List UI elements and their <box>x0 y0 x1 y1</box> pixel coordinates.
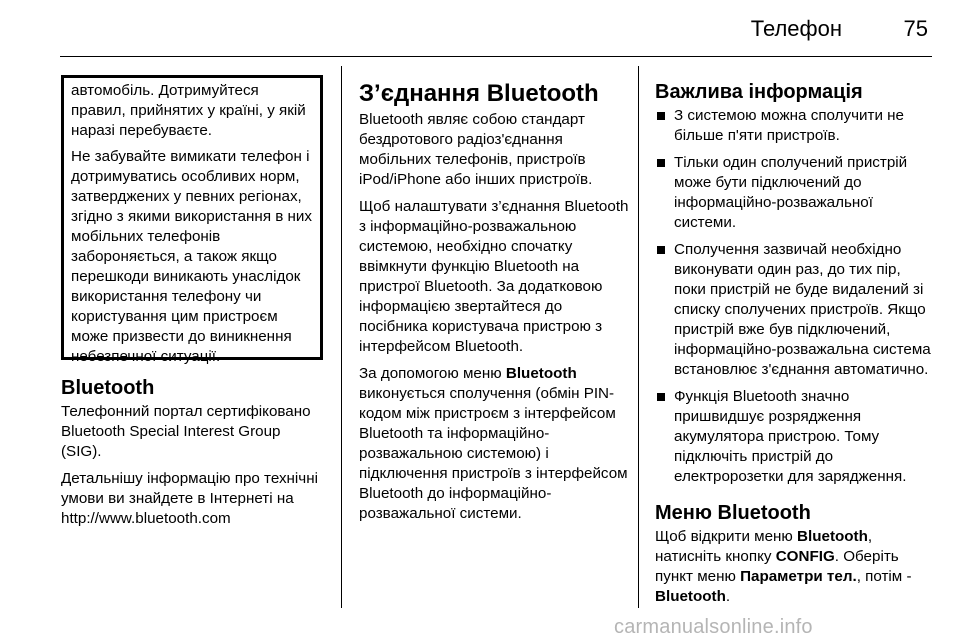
column-divider-2 <box>638 66 639 608</box>
bluetooth-paragraph-2: Детальнішу інформацію про технічні умови ви знайдете в Інтернеті на <box>61 470 318 507</box>
list-item: Функція Bluetooth значно пришвидшує розрядження акумулятора пристрою. Тому підключіть пристрій до електророзетки для зарядження. <box>655 387 931 487</box>
connection-paragraph-1: Bluetooth являє собою стандарт бездротового радіоз'єднання мобільних телефонів, пристроїв iPod/iPhone або інших пристроїв. <box>359 111 593 188</box>
bluetooth-menu-heading: Меню Bluetooth <box>655 502 811 524</box>
important-info-list <box>655 106 931 487</box>
bluetooth-url: http://www.bluetooth.com <box>61 510 231 527</box>
square-bullet-icon <box>657 112 665 120</box>
bluetooth-menu-ref: Bluetooth <box>505 365 577 382</box>
list-item: Сполучення зазвичай необхідно виконувати один раз, до тих пір, поки пристрій не буде видалений зі списку сполучених пристроїв. Якщо пристрій вже був підключений, інформаційно-розважальна система встановлює з'єднання автоматично. <box>655 240 931 380</box>
page-number: 75 <box>903 16 928 41</box>
connection-heading: З’єднання Bluetooth <box>359 80 599 107</box>
square-bullet-icon <box>657 159 665 167</box>
important-info-heading: Важлива інформація <box>655 81 863 103</box>
page-header-title: Телефон <box>750 16 842 41</box>
column-3 <box>655 80 931 614</box>
header-rule <box>60 56 932 57</box>
connection-paragraph-2: Щоб налаштувати з’єднання Bluetooth з інформаційно-розважальною системою, необхідно спочатку ввімкнути функцію Bluetooth на пристрої Bluetooth. За додатковою інформацією звертайтеся до посібника користувача пристрою з інтерфейсом Bluetooth. <box>359 198 629 355</box>
warning-paragraph-2: Не забувайте вимикати телефон і дотримуватись особливих норм, затверджених у певних регіонах, згідно з якими використання в них мобільних телефонів забороняється, а також якщо перешкоди виникають унаслідок використання телефону чи користування цим пристроєм може призвести до виникнення небезпечної ситуації. <box>71 148 313 365</box>
square-bullet-icon <box>657 246 665 254</box>
bluetooth-paragraph-1: Телефонний портал сертифіковано Bluetooth Special Interest Group (SIG). <box>61 403 311 460</box>
list-item: Тільки один сполучений пристрій може бути підключений до інформаційно-розважальної системи. <box>655 153 931 233</box>
column-1-section <box>61 376 323 529</box>
column-2 <box>359 80 631 531</box>
watermark: carmanualsonline.info <box>614 616 813 638</box>
list-item: З системою можна сполучити не більше п'яти пристроїв. <box>655 106 931 146</box>
warning-box <box>61 75 323 365</box>
square-bullet-icon <box>657 393 665 401</box>
bluetooth-menu-paragraph: Щоб відкрити меню Bluetooth, натисніть кнопку CONFIG. Оберіть пункт меню Параметри тел., потім - Bluetooth. <box>655 528 912 605</box>
bluetooth-heading: Bluetooth <box>61 377 155 399</box>
column-divider-1 <box>341 66 342 608</box>
warning-paragraph-1: автомобіль. Дотримуйтеся правил, прийнятих у країні, у якій наразі перебуваєте. <box>71 82 306 139</box>
connection-paragraph-3: За допомогою меню Bluetooth виконується сполучення (обмін PIN-кодом між пристроєм з інтерфейсом Bluetooth та інформаційно-розважальною системою) і підключення пристроїв з інтерфейсом Bluetooth до інформаційно-розважальної системи. <box>359 365 628 522</box>
